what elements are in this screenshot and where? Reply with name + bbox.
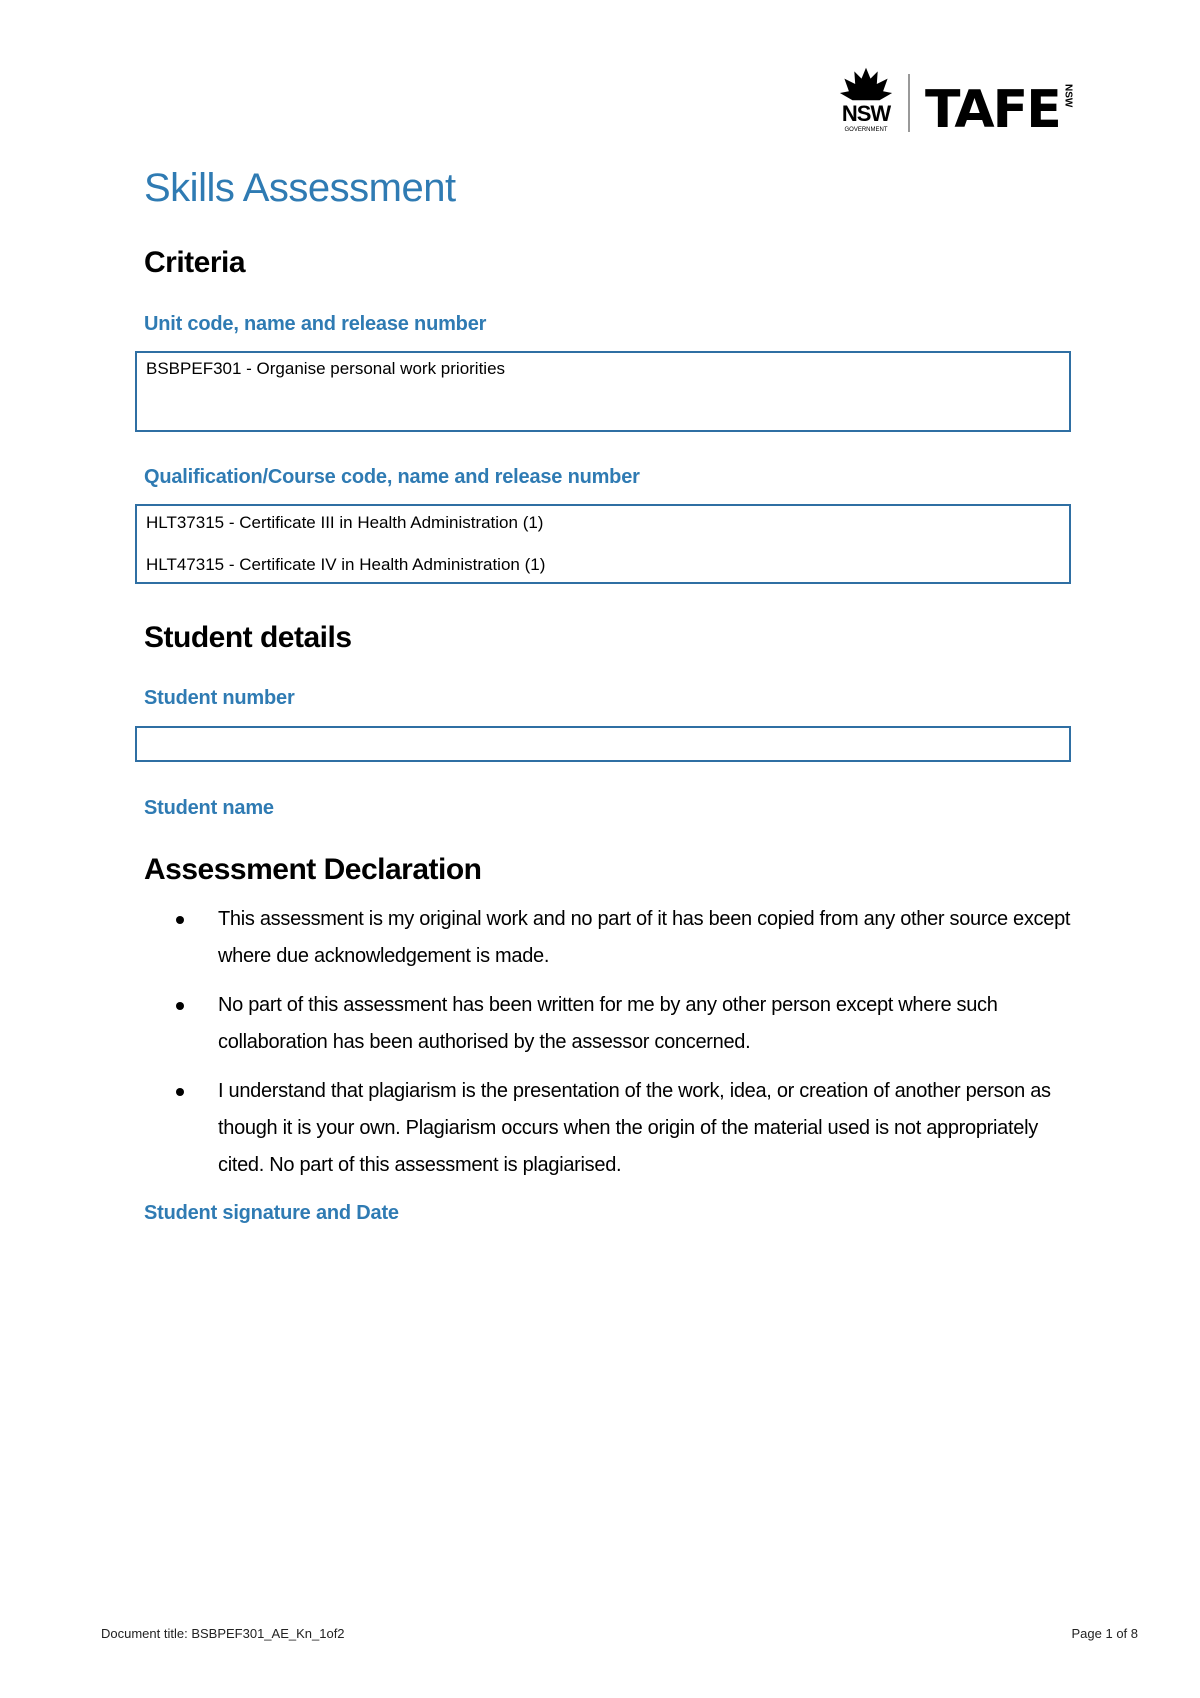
qualification-field[interactable] (135, 504, 1071, 584)
unit-label: Unit code, name and release number (144, 313, 487, 335)
declaration-text: No part of this assessment has been written for me by any other person except where such collaboration has been authorised by the assessor concerned. (218, 994, 998, 1053)
bullet-icon (176, 916, 184, 924)
declaration-text: I understand that plagiarism is the presentation of the work, idea, or creation of another person as though it is your own. Plagiarism occurs when the origin of the material used is not appropriately cited. No part of this assessment is plagiarised. (218, 1080, 1051, 1176)
student-details-heading: Student details (144, 621, 352, 654)
page-number: Page 1 of 8 (1071, 1626, 1138, 1641)
qualification-value: HLT47315 - Certificate IV in Health Administration (1) (146, 555, 546, 574)
tafe-logo-text: TAFE (925, 80, 1060, 140)
qualification-value: HLT37315 - Certificate III in Health Administration (1) (146, 513, 544, 532)
qualification-label: Qualification/Course code, name and release number (144, 466, 640, 488)
declaration-section (0, 853, 1200, 1225)
student-name-label: Student name (144, 797, 274, 819)
page-title: Skills Assessment (144, 166, 456, 210)
logo-divider (908, 74, 910, 132)
student-number-label: Student number (144, 687, 295, 709)
criteria-heading: Criteria (144, 246, 246, 279)
nsw-government-logo (835, 66, 897, 134)
bullet-icon (176, 1002, 184, 1010)
declaration-text: This assessment is my original work and no part of it has been copied from any other source except where due acknowledgement is made. (218, 908, 1071, 967)
student-number-field[interactable] (135, 726, 1071, 762)
declaration-list (136, 901, 1200, 1184)
tafe-logo-subtext: NSW (1062, 84, 1074, 108)
list-item (136, 987, 1078, 1061)
unit-value: BSBPEF301 - Organise personal work priorities (146, 359, 506, 378)
bullet-icon (176, 1088, 184, 1096)
list-item (136, 1073, 1078, 1184)
signature-label: Student signature and Date (144, 1202, 399, 1224)
unit-field[interactable] (135, 351, 1071, 432)
tafe-nsw-logo (925, 80, 1074, 140)
waratah-icon (835, 66, 897, 102)
nsw-logo-subtext: GOVERNMENT (844, 127, 888, 133)
nsw-logo-text: NSW (841, 101, 891, 126)
document-title: Document title: BSBPEF301_AE_Kn_1of2 (101, 1626, 345, 1641)
declaration-heading: Assessment Declaration (144, 853, 482, 886)
list-item (136, 901, 1078, 975)
